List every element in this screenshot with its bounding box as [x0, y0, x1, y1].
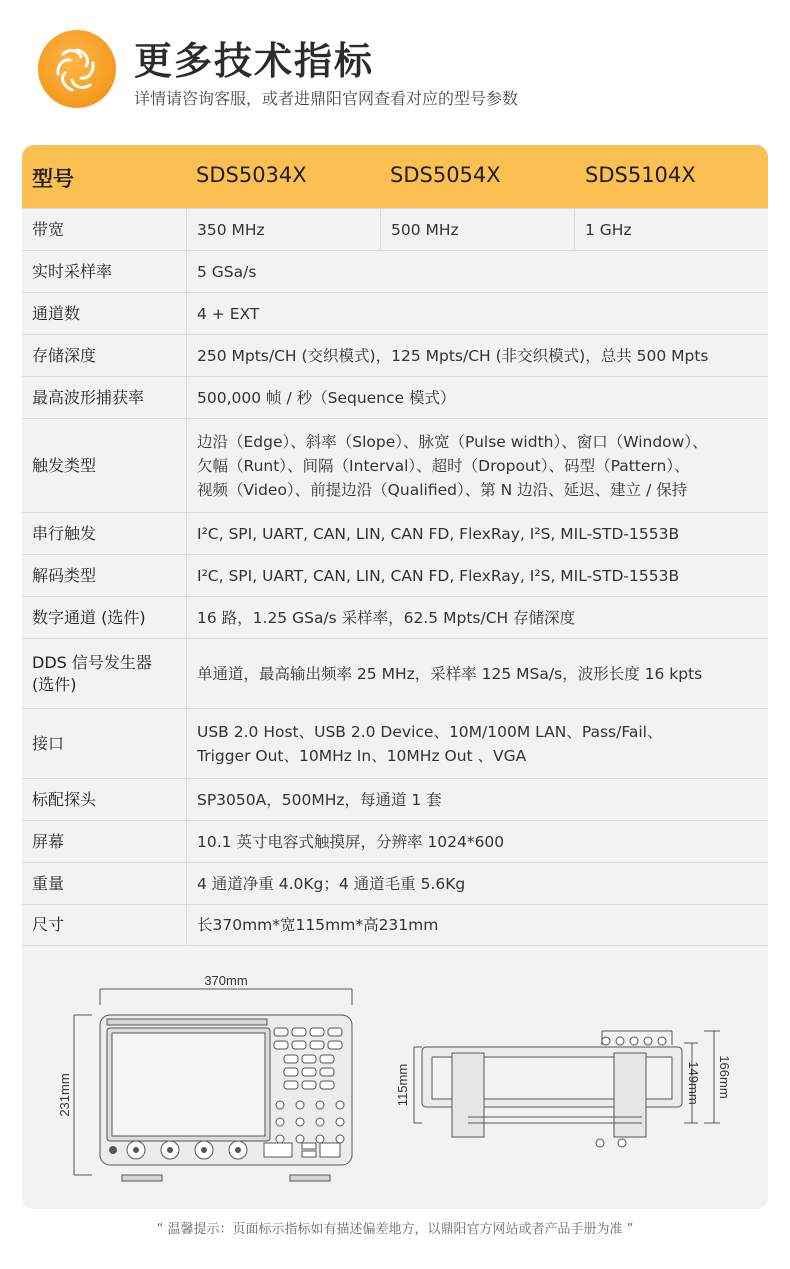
side-height-label: 149mm [686, 1061, 701, 1105]
row-value: 250 Mpts/CH (交织模式)，125 Mpts/CH (非交织模式)，总共 500 Mpts [186, 335, 768, 376]
row-value: 5 GSa/s [186, 251, 768, 292]
row-value: 单通道，最高输出频率 25 MHz，采样率 125 MSa/s，波形长度 16 kpts [186, 639, 768, 708]
side-view-drawing [414, 1031, 720, 1137]
table-row [22, 904, 768, 946]
table-row [22, 638, 768, 708]
table-header [22, 145, 768, 208]
row-value: 4 + EXT [186, 293, 768, 334]
row-label: 实时采样率 [32, 261, 113, 281]
row-value: 1 GHz [574, 209, 768, 250]
row-label: 串行触发 [32, 523, 97, 543]
row-value: 16 路，1.25 GSa/s 采样率，62.5 Mpts/CH 存储深度 [186, 597, 768, 638]
value-line: 视频（Video）、前提边沿（Qualified）、第 N 边沿、延迟、建立 / 保持 [197, 480, 688, 499]
page-subtitle: 详情请咨询客服，或者进鼎阳官网查看对应的型号参数 [134, 89, 519, 108]
row-value: 500 MHz [380, 209, 574, 250]
row-label: 数字通道 (选件) [32, 607, 146, 627]
row-label: 最高波形捕获率 [32, 387, 145, 407]
label-line: (选件) [32, 674, 77, 694]
row-label: 尺寸 [32, 915, 65, 934]
table-row [22, 512, 768, 554]
page-title: 更多技术指标 [134, 39, 375, 83]
table-row [22, 418, 768, 512]
row-label: 存储深度 [32, 345, 97, 365]
row-label: 屏幕 [32, 831, 65, 851]
table-row [22, 292, 768, 334]
table-row [22, 334, 768, 376]
side-total-height-label: 166mm [717, 1055, 732, 1099]
row-label: 通道数 [32, 303, 81, 323]
page-header [0, 0, 790, 130]
model-name: SDS5034X [196, 163, 307, 187]
value-line: 边沿（Edge）、斜率（Slope）、脉宽（Pulse width）、窗口（Window）、 [197, 432, 708, 451]
row-value: I²C, SPI, UART, CAN, LIN, CAN FD, FlexRay, I²S, MIL-STD-1553B [186, 555, 768, 596]
table-row [22, 708, 768, 778]
row-value: 10.1 英寸电容式触摸屏，分辨率 1024*600 [186, 821, 768, 862]
row-label: 标配探头 [32, 789, 97, 809]
front-width-label: 370mm [204, 973, 248, 988]
side-depth-label: 115mm [395, 1063, 410, 1107]
table-row [22, 596, 768, 638]
row-value [186, 419, 768, 512]
table-row [22, 820, 768, 862]
row-value: 长370mm*宽115mm*高231mm [186, 905, 768, 945]
table-row [22, 778, 768, 820]
table-row [22, 376, 768, 418]
label-line: DDS 信号发生器 [32, 652, 152, 672]
row-label: 带宽 [32, 219, 65, 239]
table-row [22, 862, 768, 904]
table-row-bandwidth [22, 208, 768, 250]
row-value: 4 通道净重 4.0Kg；4 通道毛重 5.6Kg [186, 863, 768, 904]
brand-logo-icon [38, 30, 116, 108]
table-row [22, 250, 768, 292]
row-value [186, 709, 768, 778]
row-label: 重量 [32, 873, 65, 893]
spec-table [22, 145, 768, 1209]
value-line: USB 2.0 Host、USB 2.0 Device、10M/100M LAN、Pass/Fail、 [197, 722, 663, 741]
row-value: 500,000 帧 / 秒（Sequence 模式） [186, 377, 768, 418]
row-label: 触发类型 [32, 455, 97, 475]
row-label: 解码类型 [32, 565, 97, 585]
value-line: 欠幅（Runt）、间隔（Interval）、超时（Dropout）、码型（Pattern）、 [197, 456, 690, 475]
model-name: SDS5054X [390, 163, 501, 187]
footnote: “ 温馨提示：页面标示指标如有描述偏差地方，以鼎阳官方网站或者产品手册为准 ” [156, 1222, 634, 1237]
row-label [22, 639, 186, 708]
row-value: 350 MHz [186, 209, 380, 250]
row-value: SP3050A，500MHz，每通道 1 套 [186, 779, 768, 820]
table-row [22, 554, 768, 596]
model-label: 型号 [32, 167, 74, 191]
row-value: I²C, SPI, UART, CAN, LIN, CAN FD, FlexRay, I²S, MIL-STD-1553B [186, 513, 768, 554]
model-name: SDS5104X [585, 163, 696, 187]
front-height-label: 231mm [57, 1073, 72, 1117]
row-label: 接口 [32, 733, 65, 753]
dimension-diagram [22, 945, 768, 1209]
value-line: Trigger Out、10MHz In、10MHz Out 、VGA [197, 746, 527, 765]
